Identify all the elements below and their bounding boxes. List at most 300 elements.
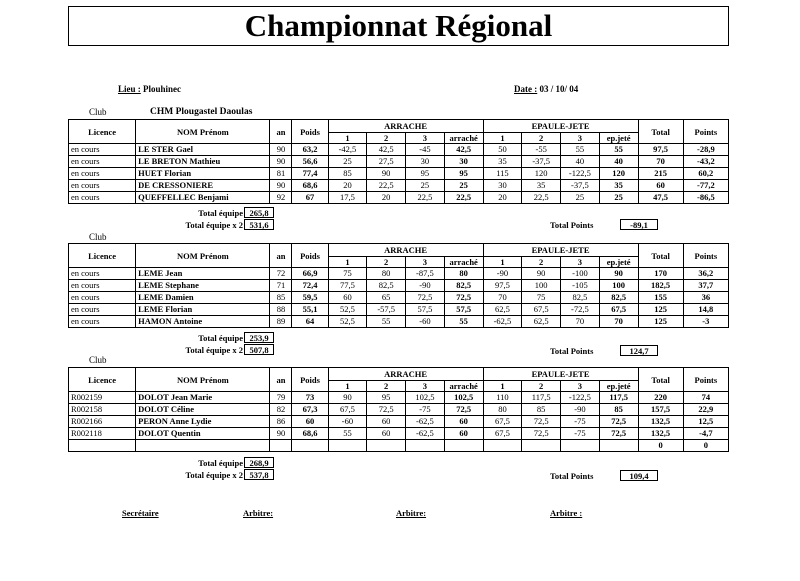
table-row	[69, 156, 729, 168]
header-row	[69, 368, 729, 381]
total-equipe-value-3: 268,9	[244, 457, 274, 468]
cell-e1: 50	[483, 144, 522, 156]
total-equipe-x2-label-1: Total équipe x 2	[185, 220, 243, 230]
cell-licence: en cours	[69, 192, 136, 204]
cell-total: 132,5	[638, 416, 683, 428]
cell-e1: 115	[483, 168, 522, 180]
cell-ab: 95	[444, 168, 483, 180]
cell-e3: -122,5	[561, 392, 600, 404]
cell-ab	[444, 440, 483, 452]
date	[514, 84, 578, 94]
cell-nom: DOLOT Jean Marie	[136, 392, 270, 404]
team-table-3	[68, 367, 729, 452]
subheader-n1: 1	[483, 133, 522, 144]
header-poids: Poids	[292, 244, 328, 268]
cell-a3: -90	[406, 280, 445, 292]
cell-e2: 85	[522, 404, 561, 416]
cell-e1: 110	[483, 392, 522, 404]
cell-nom: HAMON Antoine	[136, 316, 270, 328]
cell-e2: 100	[522, 280, 561, 292]
cell-nom: DOLOT Céline	[136, 404, 270, 416]
cell-eb: 82,5	[599, 292, 638, 304]
cell-ab: 22,5	[444, 192, 483, 204]
header-epaule: EPAULE-JETE	[483, 368, 638, 381]
header-total: Total	[638, 244, 683, 268]
subheader-arrache_best: arraché	[444, 133, 483, 144]
total-equipe-x2-value-2: 507,8	[244, 344, 274, 355]
cell-nom: LEME Stephane	[136, 280, 270, 292]
cell-an: 72	[270, 268, 292, 280]
cell-points: -43,2	[683, 156, 728, 168]
cell-total: 47,5	[638, 192, 683, 204]
cell-licence: en cours	[69, 316, 136, 328]
header-an: an	[270, 120, 292, 144]
cell-poids: 68,6	[292, 180, 328, 192]
total-equipe-x2-label-3: Total équipe x 2	[185, 470, 243, 480]
cell-a2	[367, 440, 406, 452]
cell-e1: -62,5	[483, 316, 522, 328]
club-label-2: Club	[89, 232, 107, 242]
header-an: an	[270, 368, 292, 392]
cell-an: 81	[270, 168, 292, 180]
cell-eb: 72,5	[599, 416, 638, 428]
cell-eb	[599, 440, 638, 452]
cell-total: 132,5	[638, 428, 683, 440]
cell-ab: 72,5	[444, 292, 483, 304]
cell-e1: 97,5	[483, 280, 522, 292]
cell-nom: PERON Anne Lydie	[136, 416, 270, 428]
header-row	[69, 120, 729, 133]
subheader-n2: 2	[522, 257, 561, 268]
total-points-value-3: 109,4	[620, 470, 658, 481]
cell-e2: 35	[522, 180, 561, 192]
cell-poids: 56,6	[292, 156, 328, 168]
subheader-n3: 3	[406, 133, 445, 144]
cell-ab: 60	[444, 428, 483, 440]
cell-nom: LEME Damien	[136, 292, 270, 304]
cell-points: 12,5	[683, 416, 728, 428]
header-arrache: ARRACHE	[328, 244, 483, 257]
cell-e1: 70	[483, 292, 522, 304]
cell-e1	[483, 440, 522, 452]
lieu	[118, 84, 181, 94]
cell-nom: DE CRESSONIERE	[136, 180, 270, 192]
cell-a1: 17,5	[328, 192, 367, 204]
cell-e3: 25	[561, 192, 600, 204]
total-points-label-1: Total Points	[550, 220, 594, 230]
header-total: Total	[638, 120, 683, 144]
subheader-n2: 2	[522, 133, 561, 144]
cell-nom: LEME Florian	[136, 304, 270, 316]
subheader-n3: 3	[406, 381, 445, 392]
cell-a3: 25	[406, 180, 445, 192]
total-equipe-x2-label-2: Total équipe x 2	[185, 345, 243, 355]
cell-e3	[561, 440, 600, 452]
header-points: Points	[683, 244, 728, 268]
cell-e2: 67,5	[522, 304, 561, 316]
cell-licence: en cours	[69, 268, 136, 280]
cell-an: 82	[270, 404, 292, 416]
cell-total: 60	[638, 180, 683, 192]
cell-poids: 64	[292, 316, 328, 328]
cell-points: 14,8	[683, 304, 728, 316]
total-equipe-value-1: 265,8	[244, 207, 274, 218]
cell-poids: 60	[292, 416, 328, 428]
cell-nom: DOLOT Quentin	[136, 428, 270, 440]
cell-total: 155	[638, 292, 683, 304]
cell-total: 220	[638, 392, 683, 404]
lieu-label: Lieu :	[118, 84, 141, 94]
subheader-n1: 1	[328, 133, 367, 144]
table-row	[69, 168, 729, 180]
total-equipe-x2-value-3: 537,8	[244, 469, 274, 480]
cell-a3: 72,5	[406, 292, 445, 304]
cell-an: 90	[270, 144, 292, 156]
cell-a2: -57,5	[367, 304, 406, 316]
cell-e1: 30	[483, 180, 522, 192]
subheader-ep_best: ep.jeté	[599, 133, 638, 144]
table-row	[69, 416, 729, 428]
cell-poids: 55,1	[292, 304, 328, 316]
header-points: Points	[683, 368, 728, 392]
cell-e2: -37,5	[522, 156, 561, 168]
cell-points: -4,7	[683, 428, 728, 440]
subheader-n2: 2	[367, 257, 406, 268]
cell-e3: -122,5	[561, 168, 600, 180]
total-points-value-1: -89,1	[620, 219, 658, 230]
cell-a1: 75	[328, 268, 367, 280]
table-row	[69, 280, 729, 292]
cell-a1: -60	[328, 416, 367, 428]
cell-an: 90	[270, 428, 292, 440]
cell-eb: 70	[599, 316, 638, 328]
cell-a3: 57,5	[406, 304, 445, 316]
header-total: Total	[638, 368, 683, 392]
cell-e3: 70	[561, 316, 600, 328]
table-row	[69, 292, 729, 304]
cell-e2: 62,5	[522, 316, 561, 328]
title-box	[68, 6, 729, 46]
cell-a1: 90	[328, 392, 367, 404]
cell-nom: QUEFFELLEC Benjami	[136, 192, 270, 204]
cell-e1: 80	[483, 404, 522, 416]
header-an: an	[270, 244, 292, 268]
cell-an: 92	[270, 192, 292, 204]
header-poids: Poids	[292, 120, 328, 144]
cell-ab: 30	[444, 156, 483, 168]
cell-a1: 77,5	[328, 280, 367, 292]
cell-poids: 77,4	[292, 168, 328, 180]
cell-a3: -62,5	[406, 428, 445, 440]
total-points-value-2: 124,7	[620, 345, 658, 356]
subheader-n1: 1	[483, 381, 522, 392]
table-row	[69, 404, 729, 416]
arbitre-label-3: Arbitre :	[550, 508, 583, 518]
cell-nom: LE BRETON Mathieu	[136, 156, 270, 168]
table-row	[69, 192, 729, 204]
cell-e2: 72,5	[522, 428, 561, 440]
team-table-2	[68, 243, 729, 328]
cell-licence: en cours	[69, 292, 136, 304]
table-row	[69, 304, 729, 316]
cell-an: 89	[270, 316, 292, 328]
cell-a3: -75	[406, 404, 445, 416]
cell-points: -28,9	[683, 144, 728, 156]
cell-points: 0	[683, 440, 728, 452]
cell-licence: en cours	[69, 144, 136, 156]
cell-nom: HUET Florian	[136, 168, 270, 180]
cell-licence: en cours	[69, 304, 136, 316]
cell-poids: 68,6	[292, 428, 328, 440]
cell-total: 97,5	[638, 144, 683, 156]
cell-e3: -75	[561, 428, 600, 440]
cell-a3: -60	[406, 316, 445, 328]
cell-total: 0	[638, 440, 683, 452]
total-equipe-x2-value-1: 531,6	[244, 219, 274, 230]
cell-eb: 117,5	[599, 392, 638, 404]
cell-a2: 60	[367, 428, 406, 440]
cell-an: 86	[270, 416, 292, 428]
cell-ab: 80	[444, 268, 483, 280]
team-table-1	[68, 119, 729, 204]
cell-e1: 35	[483, 156, 522, 168]
cell-a2: 65	[367, 292, 406, 304]
cell-e3: 40	[561, 156, 600, 168]
cell-eb: 120	[599, 168, 638, 180]
cell-a1	[328, 440, 367, 452]
cell-an	[270, 440, 292, 452]
cell-a2: 22,5	[367, 180, 406, 192]
cell-a3: -45	[406, 144, 445, 156]
subheader-arrache_best: arraché	[444, 381, 483, 392]
cell-an: 71	[270, 280, 292, 292]
header-licence: Licence	[69, 368, 136, 392]
cell-e3: -72,5	[561, 304, 600, 316]
cell-a2: 80	[367, 268, 406, 280]
cell-an: 90	[270, 180, 292, 192]
cell-points: 36,2	[683, 268, 728, 280]
cell-e3: 55	[561, 144, 600, 156]
cell-eb: 40	[599, 156, 638, 168]
cell-eb: 90	[599, 268, 638, 280]
cell-poids: 73	[292, 392, 328, 404]
cell-ab: 72,5	[444, 404, 483, 416]
lieu-value: Plouhinec	[143, 84, 182, 94]
header-epaule: EPAULE-JETE	[483, 120, 638, 133]
cell-a1: 52,5	[328, 316, 367, 328]
cell-points: 60,2	[683, 168, 728, 180]
cell-a2: 42,5	[367, 144, 406, 156]
cell-a2: 95	[367, 392, 406, 404]
subheader-n3: 3	[561, 257, 600, 268]
table-row	[69, 440, 729, 452]
cell-e1: -90	[483, 268, 522, 280]
cell-ab: 102,5	[444, 392, 483, 404]
cell-eb: 55	[599, 144, 638, 156]
header-row	[69, 244, 729, 257]
cell-a3: 22,5	[406, 192, 445, 204]
cell-an: 85	[270, 292, 292, 304]
cell-a3: 102,5	[406, 392, 445, 404]
cell-licence	[69, 440, 136, 452]
cell-licence: en cours	[69, 180, 136, 192]
cell-points: -77,2	[683, 180, 728, 192]
cell-a2: 55	[367, 316, 406, 328]
table-row	[69, 392, 729, 404]
subheader-n2: 2	[367, 381, 406, 392]
header-poids: Poids	[292, 368, 328, 392]
subheader-n2: 2	[522, 381, 561, 392]
cell-points: -86,5	[683, 192, 728, 204]
cell-licence: R002118	[69, 428, 136, 440]
cell-a3	[406, 440, 445, 452]
cell-e3: -105	[561, 280, 600, 292]
cell-a2: 72,5	[367, 404, 406, 416]
cell-e2: 117,5	[522, 392, 561, 404]
total-equipe-label-2: Total équipe	[198, 333, 243, 343]
header-arrache: ARRACHE	[328, 120, 483, 133]
cell-e3: -75	[561, 416, 600, 428]
header-points: Points	[683, 120, 728, 144]
cell-a2: 90	[367, 168, 406, 180]
cell-total: 215	[638, 168, 683, 180]
cell-an: 90	[270, 156, 292, 168]
cell-a2: 82,5	[367, 280, 406, 292]
cell-poids: 67	[292, 192, 328, 204]
cell-e1: 67,5	[483, 416, 522, 428]
cell-total: 125	[638, 316, 683, 328]
club-label-1: Club	[89, 107, 107, 117]
table-row	[69, 144, 729, 156]
cell-points: 74	[683, 392, 728, 404]
header-arrache: ARRACHE	[328, 368, 483, 381]
cell-a1: 52,5	[328, 304, 367, 316]
cell-ab: 82,5	[444, 280, 483, 292]
page-title: Championnat Régional	[244, 8, 553, 43]
cell-points: 22,9	[683, 404, 728, 416]
cell-licence: en cours	[69, 156, 136, 168]
cell-a1: 25	[328, 156, 367, 168]
subheader-n3: 3	[406, 257, 445, 268]
cell-eb: 72,5	[599, 428, 638, 440]
cell-licence: en cours	[69, 280, 136, 292]
cell-eb: 25	[599, 192, 638, 204]
header-licence: Licence	[69, 120, 136, 144]
cell-licence: R002158	[69, 404, 136, 416]
cell-ab: 60	[444, 416, 483, 428]
cell-points: 36	[683, 292, 728, 304]
cell-e2: 72,5	[522, 416, 561, 428]
date-label: Date :	[514, 84, 538, 94]
cell-nom	[136, 440, 270, 452]
cell-ab: 42,5	[444, 144, 483, 156]
arbitre-label-1: Arbitre:	[243, 508, 274, 518]
cell-e2: 22,5	[522, 192, 561, 204]
cell-points: -3	[683, 316, 728, 328]
cell-ab: 57,5	[444, 304, 483, 316]
cell-e2	[522, 440, 561, 452]
cell-e2: -55	[522, 144, 561, 156]
cell-e2: 120	[522, 168, 561, 180]
cell-poids	[292, 440, 328, 452]
cell-a1: 20	[328, 180, 367, 192]
cell-an: 88	[270, 304, 292, 316]
cell-a3: -87,5	[406, 268, 445, 280]
cell-nom: LE STER Gael	[136, 144, 270, 156]
cell-e1: 62,5	[483, 304, 522, 316]
header-epaule: EPAULE-JETE	[483, 244, 638, 257]
cell-poids: 72,4	[292, 280, 328, 292]
date-value: 03 / 10/ 04	[539, 84, 579, 94]
cell-e3: -90	[561, 404, 600, 416]
table-row	[69, 180, 729, 192]
table-row	[69, 268, 729, 280]
cell-total: 70	[638, 156, 683, 168]
cell-poids: 59,5	[292, 292, 328, 304]
cell-a1: 55	[328, 428, 367, 440]
subheader-ep_best: ep.jeté	[599, 381, 638, 392]
cell-ab: 55	[444, 316, 483, 328]
header-nom: NOM Prénom	[136, 368, 270, 392]
cell-e1: 20	[483, 192, 522, 204]
cell-e3: -37,5	[561, 180, 600, 192]
table-row	[69, 428, 729, 440]
cell-poids: 66,9	[292, 268, 328, 280]
cell-an: 79	[270, 392, 292, 404]
secretaire-label: Secrétaire	[122, 508, 159, 518]
cell-e1: 67,5	[483, 428, 522, 440]
cell-total: 170	[638, 268, 683, 280]
cell-a2: 27,5	[367, 156, 406, 168]
cell-licence: R002159	[69, 392, 136, 404]
cell-poids: 63,2	[292, 144, 328, 156]
cell-eb: 85	[599, 404, 638, 416]
subheader-n1: 1	[328, 257, 367, 268]
cell-e3: 82,5	[561, 292, 600, 304]
club-label-3: Club	[89, 355, 107, 365]
cell-a3: 95	[406, 168, 445, 180]
cell-licence: en cours	[69, 168, 136, 180]
header-licence: Licence	[69, 244, 136, 268]
cell-eb: 35	[599, 180, 638, 192]
cell-a1: -42,5	[328, 144, 367, 156]
total-equipe-label-1: Total équipe	[198, 208, 243, 218]
subheader-n2: 2	[367, 133, 406, 144]
cell-e2: 90	[522, 268, 561, 280]
cell-ab: 25	[444, 180, 483, 192]
cell-nom: LEME Jean	[136, 268, 270, 280]
cell-a1: 85	[328, 168, 367, 180]
cell-eb: 67,5	[599, 304, 638, 316]
cell-poids: 67,3	[292, 404, 328, 416]
cell-licence: R002166	[69, 416, 136, 428]
cell-total: 182,5	[638, 280, 683, 292]
cell-points: 37,7	[683, 280, 728, 292]
subheader-n3: 3	[561, 133, 600, 144]
cell-total: 125	[638, 304, 683, 316]
total-equipe-label-3: Total équipe	[198, 458, 243, 468]
cell-a1: 67,5	[328, 404, 367, 416]
arbitre-label-2: Arbitre:	[396, 508, 427, 518]
total-equipe-value-2: 253,9	[244, 332, 274, 343]
cell-e2: 75	[522, 292, 561, 304]
header-nom: NOM Prénom	[136, 120, 270, 144]
cell-a3: -62,5	[406, 416, 445, 428]
cell-a3: 30	[406, 156, 445, 168]
total-points-label-2: Total Points	[550, 346, 594, 356]
cell-eb: 100	[599, 280, 638, 292]
subheader-n1: 1	[328, 381, 367, 392]
